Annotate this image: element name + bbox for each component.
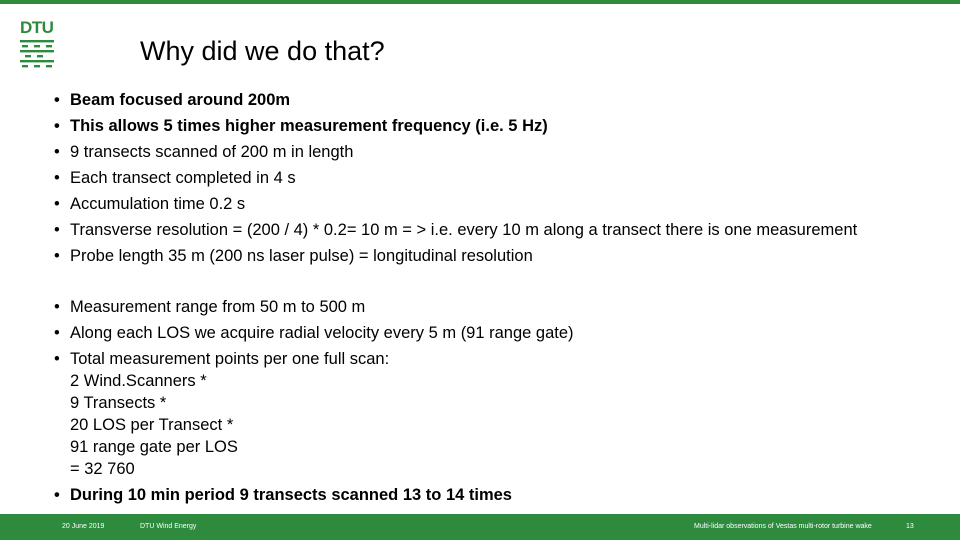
bullet-icon: •	[54, 91, 60, 109]
list-item-text: 9 transects scanned of 200 m in length	[70, 143, 354, 161]
bullet-list-primary	[54, 87, 857, 269]
bullet-icon: •	[54, 221, 60, 239]
bullet-icon: •	[54, 247, 60, 265]
list-item	[54, 165, 857, 191]
list-item-line: 9 Transects *	[70, 394, 167, 412]
list-item-text: Beam focused around 200m	[70, 91, 291, 109]
list-item-line: 20 LOS per Transect *	[70, 416, 234, 434]
list-item-text: Each transect completed in 4 s	[70, 169, 296, 187]
list-item-text: Transverse resolution = (200 / 4) * 0.2= 10 m = > i.e. every 10 m along a transect there is one measurement	[70, 221, 858, 239]
bullet-icon: •	[54, 324, 60, 342]
logo-emblem-icon	[20, 38, 54, 68]
footer-page-number: 13	[906, 523, 914, 530]
list-item	[54, 139, 857, 165]
list-item	[54, 320, 574, 346]
list-item	[54, 482, 574, 508]
footer-presentation-title: Multi-lidar observations of Vestas multi-rotor turbine wake	[694, 523, 872, 530]
footer-bar	[0, 514, 960, 540]
logo-text: DTU	[20, 18, 54, 37]
list-item-text: During 10 min period 9 transects scanned 13 to 14 times	[70, 486, 512, 504]
list-item-text: Along each LOS we acquire radial velocity every 5 m (91 range gate)	[70, 324, 574, 342]
bullet-icon: •	[54, 169, 60, 187]
list-item	[54, 217, 857, 243]
top-accent-bar	[0, 0, 960, 4]
list-item	[54, 87, 857, 113]
list-item	[54, 113, 857, 139]
list-item-text: Measurement range from 50 m to 500 m	[70, 298, 366, 316]
list-item-line: 2 Wind.Scanners *	[70, 372, 207, 390]
list-item	[54, 294, 574, 320]
list-item-text: Accumulation time 0.2 s	[70, 195, 246, 213]
list-item-line: = 32 760	[70, 460, 135, 478]
bullet-icon: •	[54, 195, 60, 213]
list-item	[54, 191, 857, 217]
dtu-logo	[20, 18, 54, 70]
list-item-text: This allows 5 times higher measurement frequency (i.e. 5 Hz)	[70, 117, 548, 135]
bullet-icon: •	[54, 117, 60, 135]
bullet-icon: •	[54, 143, 60, 161]
list-item	[54, 346, 574, 482]
bullet-icon: •	[54, 350, 60, 368]
slide-title: Why did we do that?	[140, 36, 385, 66]
footer-date: 20 June 2019	[62, 523, 105, 530]
list-item-text: Probe length 35 m (200 ns laser pulse) = longitudinal resolution	[70, 247, 533, 265]
bullet-icon: •	[54, 486, 60, 504]
footer-department: DTU Wind Energy	[140, 523, 197, 530]
list-item-line: Total measurement points per one full scan:	[70, 350, 390, 368]
list-item-line: 91 range gate per LOS	[70, 438, 238, 456]
list-item	[54, 243, 857, 269]
bullet-list-secondary	[54, 294, 574, 508]
bullet-icon: •	[54, 298, 60, 316]
